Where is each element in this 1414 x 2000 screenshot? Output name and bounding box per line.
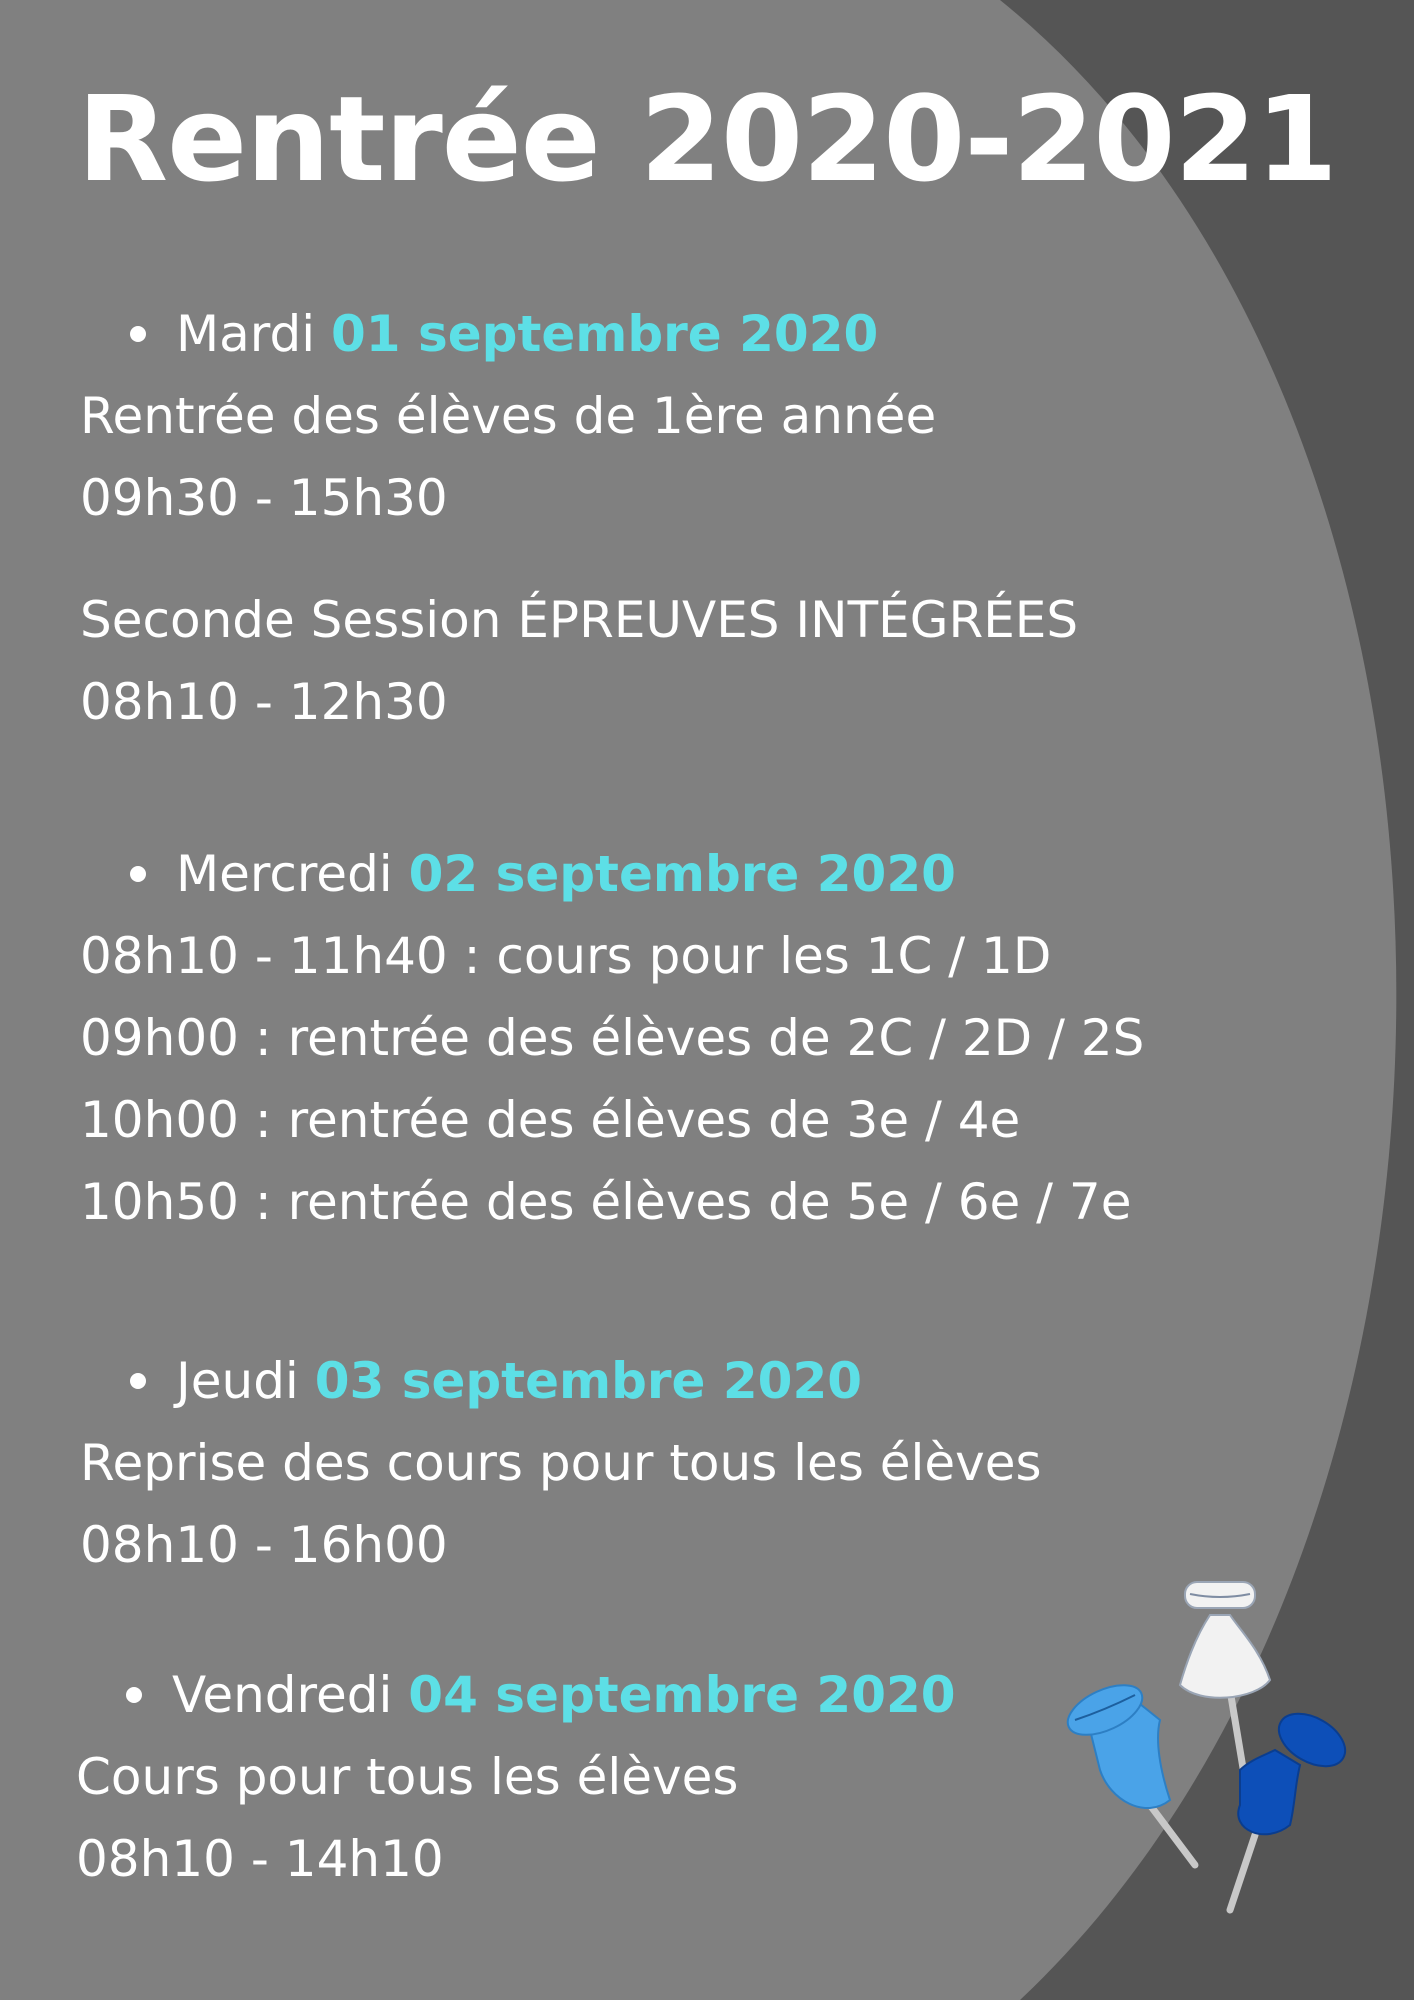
day-date: 02 septembre 2020	[408, 845, 956, 903]
day-name: Jeudi	[176, 1352, 299, 1410]
day-section-mercredi	[80, 833, 1144, 1243]
bullet-icon	[130, 866, 146, 882]
day-heading	[130, 293, 1078, 375]
page-title: Rentrée 2020-2021	[77, 70, 1337, 208]
day-name: Vendredi	[172, 1666, 393, 1724]
schedule-line: Seconde Session ÉPREUVES INTÉGRÉES	[80, 591, 1079, 649]
day-section-jeudi	[80, 1340, 1042, 1586]
schedule-time: 08h10 - 14h10	[76, 1830, 444, 1888]
schedule-line: Reprise des cours pour tous les élèves	[80, 1434, 1042, 1492]
schedule-line: 10h50 : rentrée des élèves de 5e / 6e / 7e	[80, 1173, 1132, 1231]
day-section-mardi	[80, 293, 1078, 743]
bullet-icon	[130, 1373, 146, 1389]
push-pin-dark-blue-icon	[1230, 1703, 1354, 1910]
bullet-icon	[126, 1687, 142, 1703]
day-date: 04 septembre 2020	[408, 1666, 956, 1724]
schedule-line: Rentrée des élèves de 1ère année	[80, 387, 937, 445]
push-pin-light-blue-icon	[1060, 1675, 1195, 1865]
day-heading	[130, 1340, 1042, 1422]
day-heading	[126, 1654, 956, 1736]
schedule-line: 10h00 : rentrée des élèves de 3e / 4e	[80, 1091, 1021, 1149]
day-date: 01 septembre 2020	[331, 305, 879, 363]
bullet-icon	[130, 326, 146, 342]
schedule-time: 09h30 - 15h30	[80, 469, 448, 527]
push-pins-decoration	[1050, 1570, 1370, 1930]
schedule-line: 08h10 - 11h40 : cours pour les 1C / 1D	[80, 927, 1052, 985]
push-pin-white-icon	[1180, 1582, 1270, 1780]
schedule-time: 08h10 - 12h30	[80, 673, 448, 731]
day-heading	[130, 833, 1144, 915]
day-name: Mardi	[176, 305, 316, 363]
day-date: 03 septembre 2020	[314, 1352, 863, 1410]
schedule-line: Cours pour tous les élèves	[76, 1748, 739, 1806]
day-section-vendredi	[76, 1654, 956, 1900]
schedule-line: 09h00 : rentrée des élèves de 2C / 2D / 2S	[80, 1009, 1145, 1067]
day-name: Mercredi	[176, 845, 393, 903]
schedule-time: 08h10 - 16h00	[80, 1516, 448, 1574]
